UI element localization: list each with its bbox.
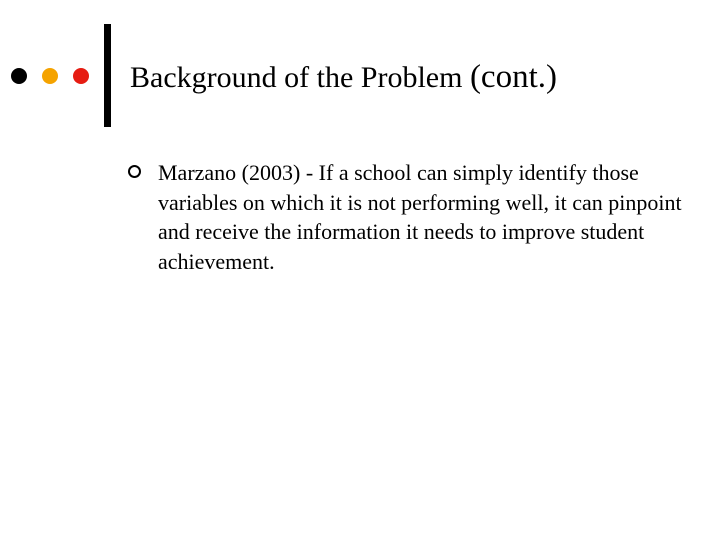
slide-title-suffix: (cont.) [469, 59, 557, 95]
slide-title-main: Background of the Problem [130, 61, 470, 94]
orange-dot-icon [42, 68, 58, 84]
red-dot-icon [73, 68, 89, 84]
bullet-text: Marzano (2003) - If a school can simply identify those variables on which it is not performing well, it can pinpoint and receive the information it needs to improve student achievement. [158, 160, 682, 274]
black-dot-icon [11, 68, 27, 84]
bullet-item [128, 158, 688, 276]
slide-content [128, 158, 688, 276]
slide-title [130, 52, 557, 103]
hollow-circle-bullet-icon [128, 165, 141, 178]
title-divider-bar [104, 24, 111, 127]
